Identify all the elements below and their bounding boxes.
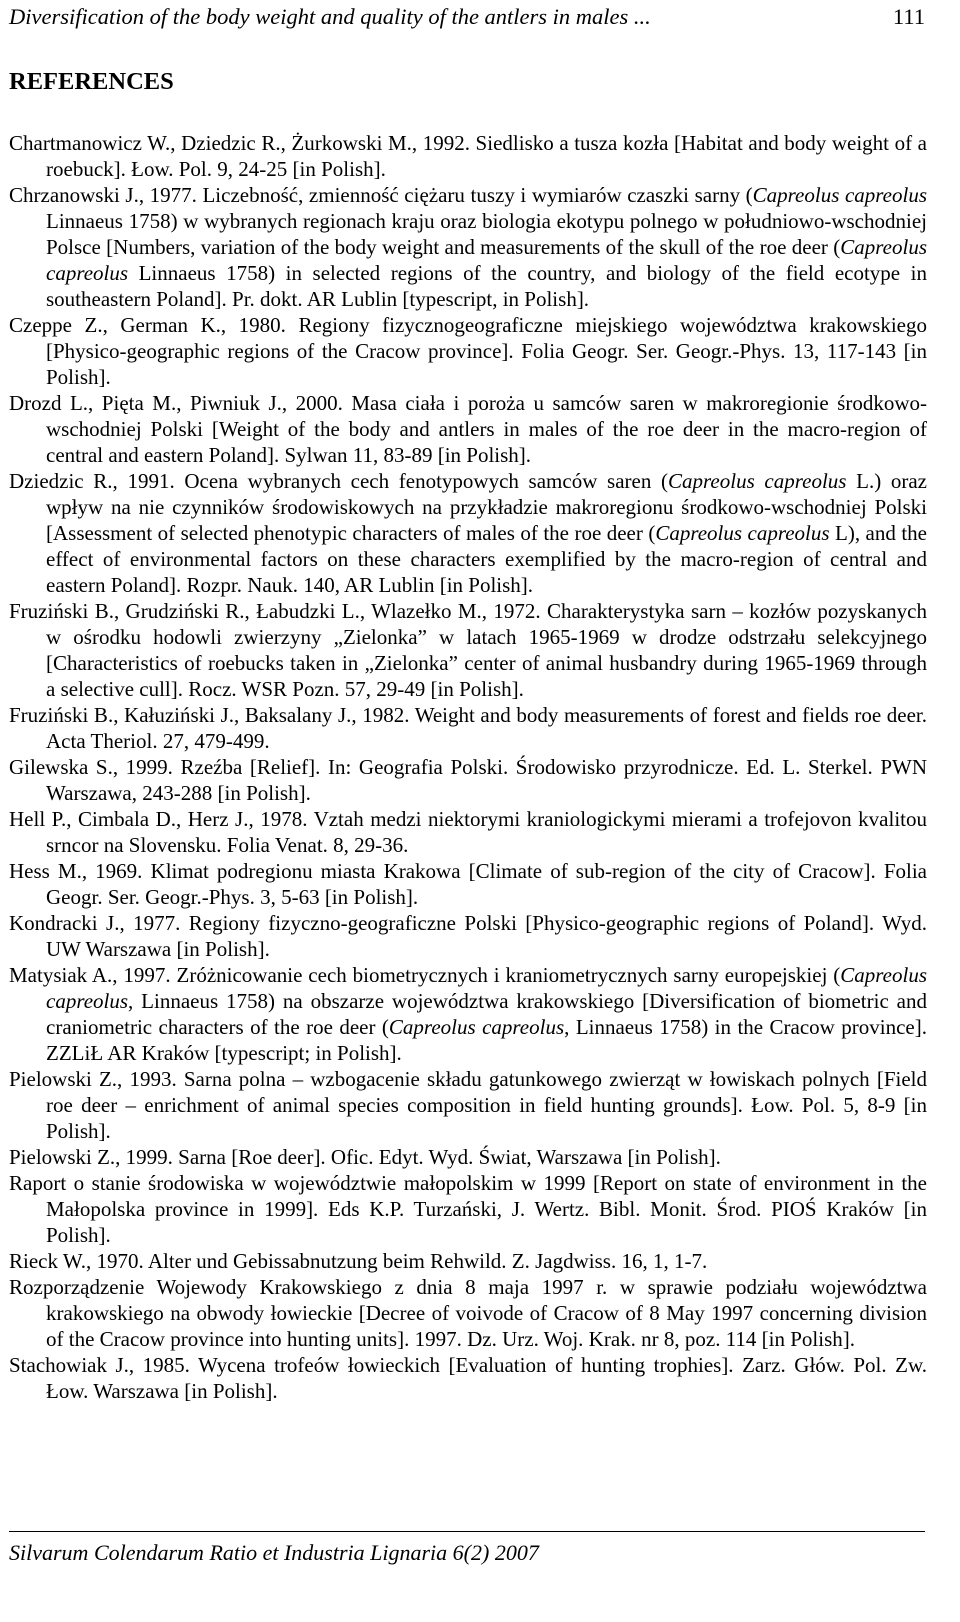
reference-item <box>9 1066 927 1144</box>
species-name: Capreolus capreolus <box>668 469 847 493</box>
reference-item <box>9 1352 927 1404</box>
running-header <box>9 2 925 32</box>
reference-text: Gilewska S., 1999. Rzeźba [Relief]. In: Geografia Polski. Środowisko przyrodnicze. Ed. L. Sterkel. PWN Warszawa, 243-288 [in Polish]. <box>9 755 927 805</box>
running-title: Diversification of the body weight and quality of the antlers in males ... <box>9 4 651 29</box>
reference-item <box>9 702 927 754</box>
reference-item <box>9 1144 927 1170</box>
reference-item <box>9 910 927 962</box>
reference-text: Chrzanowski J., 1977. Liczebność, zmienność ciężaru tuszy i wymiarów czaszki sarny ( <box>9 183 753 207</box>
reference-item <box>9 312 927 390</box>
reference-text: Dziedzic R., 1991. Ocena wybranych cech fenotypowych samców saren ( <box>9 469 669 493</box>
reference-text: Hess M., 1969. Klimat podregionu miasta Krakowa [Climate of sub-region of the city of Cracow]. Folia Geogr. Ser. Geogr.-Phys. 3, 5-63 [in Polish]. <box>9 859 927 909</box>
species-name: Capreolus capreolus <box>46 963 927 1013</box>
reference-text: Rozporządzenie Wojewody Krakowskiego z dnia 8 maja 1997 r. w sprawie podziału województwa krakowskiego na obwody łowieckie [Decree of voivode of Cracow of 8 May 1997 concerning division of the Cracow province into hunting units]. 1997. Dz. Urz. Woj. Krak. nr 8, poz. 114 [in Polish]. <box>9 1275 927 1351</box>
reference-text: Hell P., Cimbala D., Herz J., 1978. Vztah medzi niektorymi kraniologickymi mierami a trofejovon kvalitou srncor na Slovensku. Folia Venat. 8, 29-36. <box>9 807 927 857</box>
section-heading-references: REFERENCES <box>9 68 174 95</box>
reference-item <box>9 130 927 182</box>
species-name: Capreolus capreolus <box>752 183 927 207</box>
reference-item <box>9 390 927 468</box>
reference-item <box>9 962 927 1066</box>
reference-text: Czeppe Z., German K., 1980. Regiony fizycznogeograficzne miejskiego województwa krakowskiego [Physico-geographic regions of the Cracow province]. Folia Geogr. Ser. Geogr.-Phys. 13, 117-143 [in Polish]. <box>9 313 927 389</box>
reference-item <box>9 754 927 806</box>
reference-text: L), and the effect of environmental factors on these characters exemplified by the macro-region of central and eastern Poland]. Rozpr. Nauk. 140, AR Lublin [in Polish]. <box>46 521 927 597</box>
reference-text: Linnaeus 1758) in selected regions of the country, and biology of the field ecotype in southeastern Poland]. Pr. dokt. AR Lublin [typescript, in Polish]. <box>46 261 927 311</box>
reference-text: Pielowski Z., 1999. Sarna [Roe deer]. Ofic. Edyt. Wyd. Świat, Warszawa [in Polish]. <box>9 1145 721 1169</box>
reference-text: , Linnaeus 1758) na obszarze województwa krakowskiego [Diversification of biometric and craniometric characters of the roe deer ( <box>46 989 927 1039</box>
reference-item <box>9 1248 927 1274</box>
reference-item <box>9 858 927 910</box>
reference-text: , Linnaeus 1758) in the Cracow province]. ZZLiŁ AR Kraków [typescript; in Polish]. <box>46 1015 927 1065</box>
reference-text: Matysiak A., 1997. Zróżnicowanie cech biometrycznych i kraniometrycznych sarny europejskiej ( <box>9 963 841 987</box>
reference-text: Linnaeus 1758) w wybranych regionach kraju oraz biologia ekotypu polnego w południowo-wschodniej Polsce [Numbers, variation of the body weight and measurements of the skull of the roe deer ( <box>46 209 927 259</box>
reference-item <box>9 806 927 858</box>
reference-item <box>9 1170 927 1248</box>
reference-list <box>9 130 927 1404</box>
footer-divider <box>9 1531 925 1532</box>
species-name: Capreolus capreolus <box>655 521 830 545</box>
reference-text: Fruziński B., Grudziński R., Łabudzki L., Wlazełko M., 1972. Charakterystyka sarn – kozłów pozyskanych w ośrodku hodowli zwierzyny „Zielonka” w latach 1965-1969 w drodze odstrzału selekcyjnego [Characteristics of roebucks taken in „Zielonka” center of animal husbandry during 1965-1969 through a selective cull]. Rocz. WSR Pozn. 57, 29-49 [in Polish]. <box>9 599 927 701</box>
reference-text: Stachowiak J., 1985. Wycena trofeów łowieckich [Evaluation of hunting trophies]. Zarz. Głów. Pol. Zw. Łow. Warszawa [in Polish]. <box>9 1353 927 1403</box>
reference-item <box>9 598 927 702</box>
journal-footer: Silvarum Colendarum Ratio et Industria Lignaria 6(2) 2007 <box>9 1540 539 1565</box>
species-name: Capreolus capreolus <box>46 235 927 285</box>
reference-text: Kondracki J., 1977. Regiony fizyczno-geograficzne Polski [Physico-geographic regions of Poland]. Wyd. UW Warszawa [in Polish]. <box>9 911 927 961</box>
reference-text: Raport o stanie środowiska w województwie małopolskim w 1999 [Report on state of environment in the Małopolska province in 1999]. Eds K.P. Turzański, J. Wertz. Bibl. Monit. Środ. PIOŚ Kraków [in Polish]. <box>9 1171 927 1247</box>
reference-text: Chartmanowicz W., Dziedzic R., Żurkowski M., 1992. Siedlisko a tusza kozła [Habitat and body weight of a roebuck]. Łow. Pol. 9, 24-25 [in Polish]. <box>9 131 927 181</box>
reference-text: Pielowski Z., 1993. Sarna polna – wzbogacenie składu gatunkowego zwierząt w łowiskach polnych [Field roe deer – enrichment of animal species composition in field hunting grounds]. Łow. Pol. 5, 8-9 [in Polish]. <box>9 1067 927 1143</box>
reference-item <box>9 182 927 312</box>
page-number: 111 <box>892 4 925 29</box>
reference-item <box>9 468 927 598</box>
reference-text: Drozd L., Pięta M., Piwniuk J., 2000. Masa ciała i poroża u samców saren w makroregionie środkowo-wschodniej Polski [Weight of the body and antlers in males of the roe deer in the macro-region of central and eastern Poland]. Sylwan 11, 83-89 [in Polish]. <box>9 391 927 467</box>
reference-text: L.) oraz wpływ na nie czynników środowiskowych na przykładzie makroregionu środkowo-wschodniej Polski [Assessment of selected phenotypic characters of males of the roe deer ( <box>46 469 927 545</box>
species-name: Capreolus capreolus <box>388 1015 565 1039</box>
reference-text: Fruziński B., Kałuziński J., Baksalany J., 1982. Weight and body measurements of forest and fields roe deer. Acta Theriol. 27, 479-499. <box>9 703 927 753</box>
reference-item <box>9 1274 927 1352</box>
reference-text: Rieck W., 1970. Alter und Gebissabnutzung beim Rehwild. Z. Jagdwiss. 16, 1, 1-7. <box>9 1249 708 1273</box>
